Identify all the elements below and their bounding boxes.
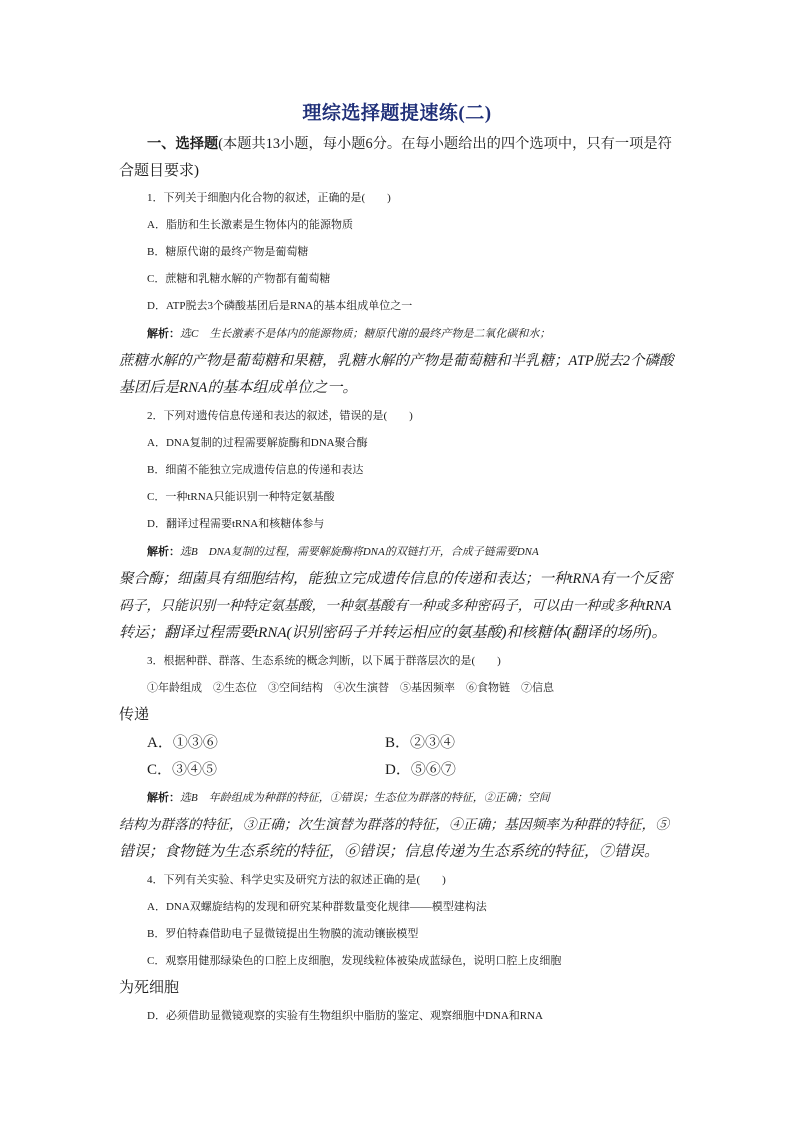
q4-option-c-line1: C．观察用健那绿染色的口腔上皮细胞，发现线粒体被染成蓝绿色，说明口腔上皮细胞 [147,955,562,967]
q2-option-d: D．翻译过程需要tRNA和核糖体参与 [147,518,325,530]
q4-option-b: B．罗伯特森借助电子显微镜提出生物膜的流动镶嵌模型 [147,928,419,940]
q4-option-c-line2: 为死细胞 [119,980,180,996]
q3-answer-line1 [147,788,703,808]
q2-stem: 2．下列对遗传信息传递和表达的叙述，错误的是( ) [147,410,413,422]
q3-option-d: D．⑤⑥⑦ [385,762,456,778]
q1-stem: 1．下列关于细胞内化合物的叙述，正确的是( ) [147,192,391,204]
q1-option-b: B．糖原代谢的最终产物是葡萄糖 [147,246,309,258]
q3-answer-line3: 错误；食物链为生态系统的特征，⑥错误；信息传递为生态系统的特征，⑦错误。 [119,844,660,860]
q2-answer-line3: 码子，只能识别一种特定氨基酸，一种氨基酸有一种或多种密码子，可以由一种或多种tRNA [119,598,672,613]
q2-answer-text1: 选B DNA复制的过程，需要解旋酶将DNA的双链打开，合成子链需要DNA [180,546,539,558]
q1-option-a: A．脂肪和生长激素是生物体内的能源物质 [147,219,353,231]
q1-answer-text1: 选C 生长激素不是体内的能源物质；糖原代谢的最终产物是二氧化碳和水； [180,328,551,340]
q2-answer-line4: 转运；翻译过程需要tRNA(识别密码子并转运相应的氨基酸)和核糖体(翻译的场所)。 [119,625,667,641]
q3-items-line2: 传递 [119,707,150,723]
q2-option-c: C．一种tRNA只能识别一种特定氨基酸 [147,491,335,503]
q3-stem: 3．根据种群、群落、生态系统的概念判断，以下属于群落层次的是( ) [147,655,501,667]
section-header [147,134,675,154]
section-desc-line1: (本题共13小题，每小题6分。在每小题给出的四个选项中，只有一项是符 [218,136,672,152]
q4-stem: 4．下列有关实验、科学史实及研究方法的叙述正确的是( ) [147,874,446,886]
q2-answer-line1 [147,542,703,562]
section-heading: 一、选择题 [147,136,219,152]
q1-option-d: D．ATP脱去3个磷酸基团后是RNA的基本组成单位之一 [147,300,413,312]
q1-answer-label: 解析： [147,328,180,340]
page-title: 理综选择题提速练(二) [302,103,492,124]
section-desc-line2: 合题目要求) [119,163,199,179]
q3-option-b: B．②③④ [385,735,456,751]
q1-answer-line2: 蔗糖水解的产物是葡萄糖和果糖，乳糖水解的产物是葡萄糖和半乳糖；ATP脱去2个磷酸 [119,353,674,369]
q2-answer-label: 解析： [147,546,180,558]
q3-option-a: A．①③⑥ [147,735,218,751]
q4-option-d: D．必须借助显微镜观察的实验有生物组织中脂肪的鉴定、观察细胞中DNA和RNA [147,1010,543,1022]
q2-option-a: A．DNA复制的过程需要解旋酶和DNA聚合酶 [147,437,368,449]
q1-answer-line1 [147,324,703,344]
q1-answer-line3: 基团后是RNA的基本组成单位之一。 [119,380,358,396]
q2-option-b: B．细菌不能独立完成遗传信息的传递和表达 [147,464,364,476]
q1-option-c: C．蔗糖和乳糖水解的产物都有葡萄糖 [147,273,331,285]
q4-option-a: A．DNA双螺旋结构的发现和研究某种群数量变化规律——模型建构法 [147,901,487,913]
q3-answer-text1: 选B 年龄组成为种群的特征，①错误；生态位为群落的特征，②正确；空间 [180,792,550,804]
q3-answer-label: 解析： [147,792,180,804]
q3-option-c: C．③④⑤ [147,762,218,778]
q3-items-line1: ①年龄组成 ②生态位 ③空间结构 ④次生演替 ⑤基因频率 ⑥食物链 ⑦信息 [147,682,554,694]
q3-answer-line2: 结构为群落的特征，③正确；次生演替为群落的特征，④正确；基因频率为种群的特征，⑤ [119,817,670,832]
q2-answer-line2: 聚合酶；细菌具有细胞结构，能独立完成遗传信息的传递和表达；一种tRNA有一个反密 [119,571,673,587]
